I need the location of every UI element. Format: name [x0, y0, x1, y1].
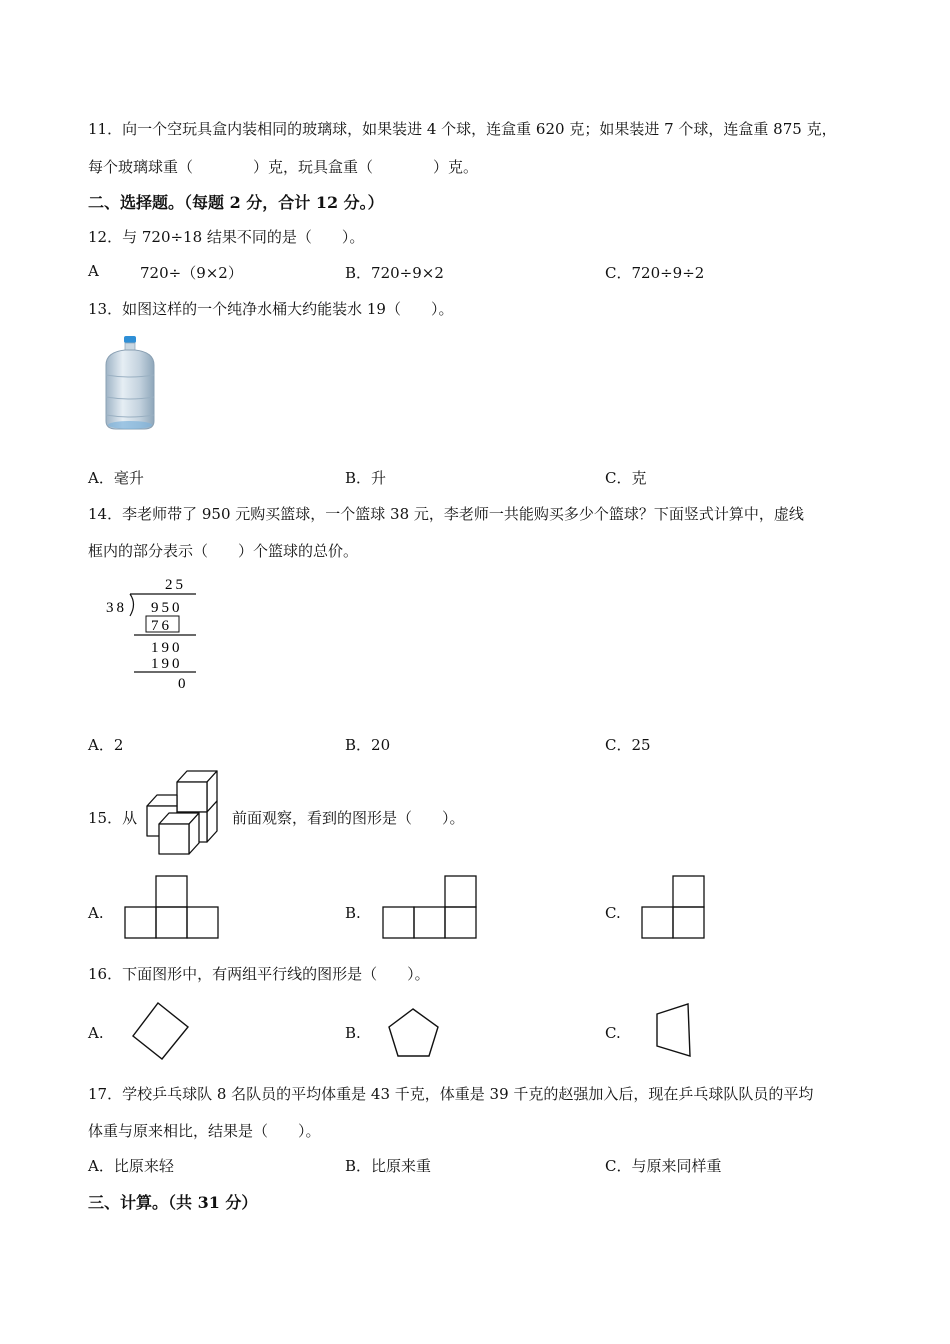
q15-prefix: 15．从 [88, 809, 138, 827]
q16-option-a-figure [124, 1000, 194, 1064]
q11-line1: 11．向一个空玩具盒内装相同的玻璃球，如果装进 4 个球，连盒重 620 克；如果装进 7 个球，连盒重 875 克， [88, 120, 837, 138]
q17-option-b: B．比原来重 [345, 1157, 432, 1175]
division-quotient: 25 [165, 577, 186, 593]
division-step3: 190 [151, 656, 183, 672]
q15-option-c: C. [605, 904, 621, 922]
q15-suffix: 前面观察，看到的图形是（ ）。 [232, 809, 465, 827]
q15-option-b-figure [382, 874, 478, 938]
q13-option-c: C．克 [605, 469, 647, 487]
q17-line2: 体重与原来相比，结果是（ ）。 [88, 1122, 321, 1140]
q16-option-a: A. [88, 1024, 104, 1042]
division-divisor: 38 [106, 600, 127, 616]
q15-option-b: B. [345, 904, 361, 922]
q12-stem: 12．与 720÷18 结果不同的是（ ）。 [88, 228, 365, 246]
long-division-figure [100, 572, 210, 694]
q12-option-a: 720÷（9×2） [140, 264, 243, 282]
q14-line2: 框内的部分表示（ ）个篮球的总价。 [88, 542, 359, 560]
section2-title: 二、选择题。（每题 2 分，合计 12 分。） [88, 193, 384, 212]
q11-line2: 每个玻璃球重（ ）克，玩具盒重（ ）克。 [88, 158, 479, 176]
division-bracket [130, 594, 134, 616]
section3-title: 三、计算。（共 31 分） [88, 1193, 258, 1212]
q16-option-b-figure [384, 1006, 444, 1060]
q14-line1: 14．李老师带了 950 元购买篮球，一个篮球 38 元，李老师一共能购买多少个篮球？下面竖式计算中，虚线 [88, 505, 804, 523]
q14-option-a: A．2 [88, 736, 124, 754]
q12-option-c: C．720÷9÷2 [605, 264, 705, 282]
q12-option-a-label: A [88, 262, 99, 280]
division-step2: 190 [151, 640, 183, 656]
q16-option-c-figure [650, 1000, 696, 1060]
q17-line1: 17．学校乒乓球队 8 名队员的平均体重是 43 千克，体重是 39 千克的赵强加入后，现在乒乓球队队员的平均 [88, 1085, 814, 1103]
q15-option-c-figure [641, 874, 707, 938]
q16-option-b: B. [345, 1024, 361, 1042]
q17-option-a: A．比原来轻 [88, 1157, 174, 1175]
q12-option-b: B．720÷9×2 [345, 264, 444, 282]
cube-stack-figure [140, 768, 224, 860]
q16-option-c: C. [605, 1024, 621, 1042]
water-bucket-image [100, 335, 160, 431]
division-dividend: 950 [151, 600, 183, 616]
q16-stem: 16．下面图形中，有两组平行线的图形是（ ）。 [88, 965, 430, 983]
q15-option-a: A. [88, 904, 104, 922]
q13-option-a: A．毫升 [88, 469, 144, 487]
q13-stem: 13．如图这样的一个纯净水桶大约能装水 19（ ）。 [88, 300, 454, 318]
division-step1: 76 [151, 618, 172, 634]
q14-option-b: B．20 [345, 736, 391, 754]
q14-option-c: C．25 [605, 736, 651, 754]
division-remainder: 0 [178, 676, 186, 692]
q17-option-c: C．与原来同样重 [605, 1157, 722, 1175]
q13-option-b: B．升 [345, 469, 387, 487]
q15-option-a-figure [124, 874, 220, 938]
